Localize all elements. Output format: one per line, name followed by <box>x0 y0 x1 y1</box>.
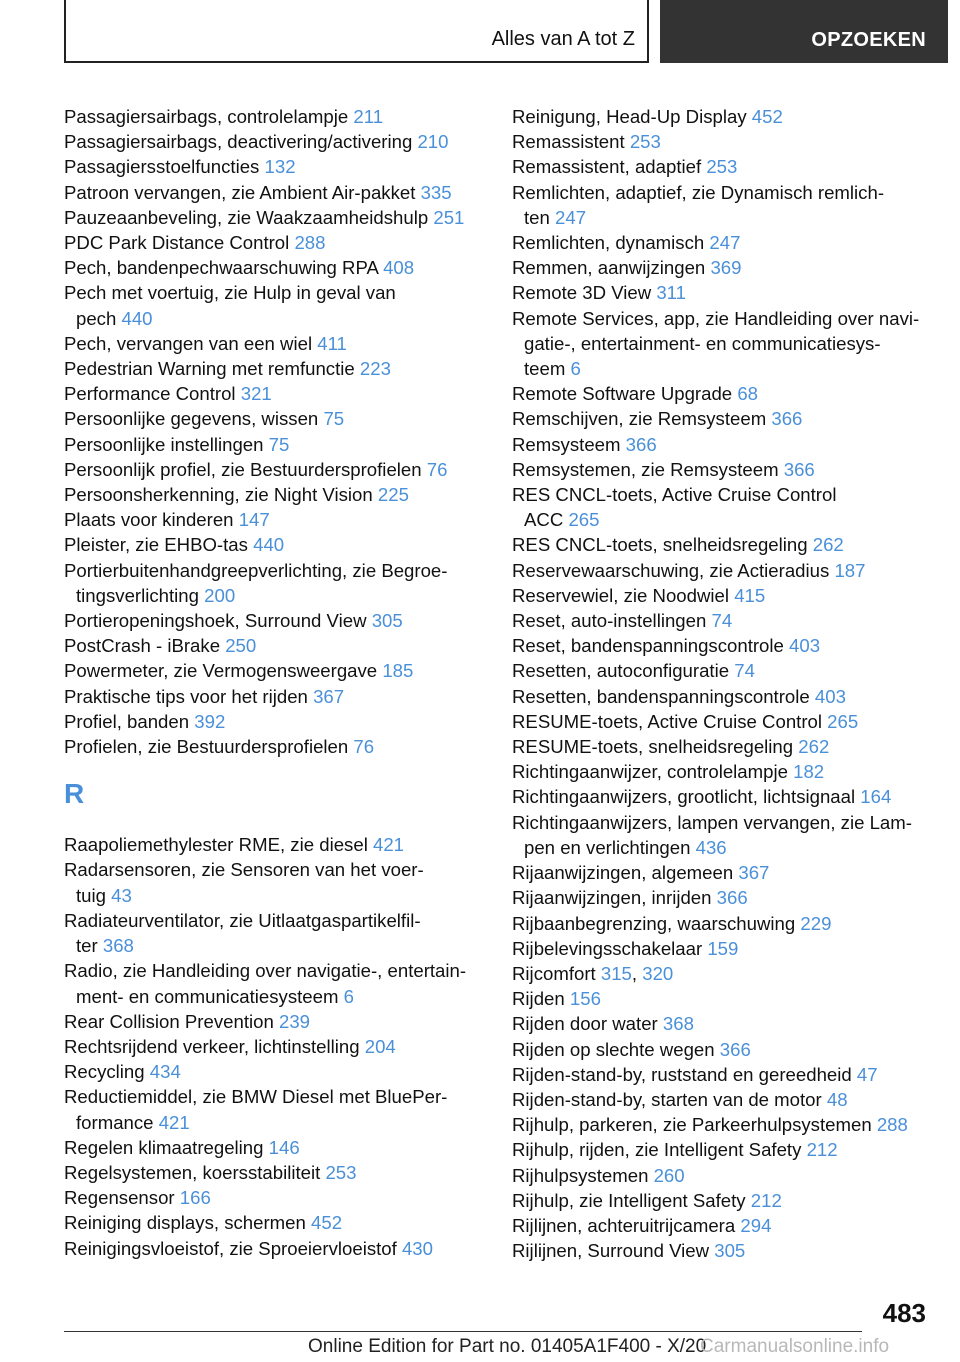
index-entry-text: Reservewaarschuwing, zie Actieradius <box>512 559 830 581</box>
page-reference-link[interactable]: 6 <box>570 358 581 380</box>
index-entry-text: Regelen klimaatregeling <box>64 1136 264 1158</box>
page-reference-link[interactable]: 253 <box>629 131 661 153</box>
index-entry-text: Rijcomfort <box>512 962 596 984</box>
index-entry <box>64 205 484 230</box>
page-reference-link[interactable]: 305 <box>714 1240 746 1262</box>
index-entry-text: Rijbaanbegrenzing, waarschuwing <box>512 912 796 934</box>
index-entry-text: Rijden-stand-by, starten van de motor <box>512 1088 822 1110</box>
page-reference-link[interactable]: 366 <box>625 433 657 455</box>
index-entry-text: Remsysteem <box>512 433 621 455</box>
index-entry-text: Remassistent, adaptief <box>512 156 702 178</box>
index-entry <box>64 331 484 356</box>
index-entry-text: Profielen, zie Bestuurdersprofielen <box>64 736 349 758</box>
page-reference-link[interactable]: 421 <box>373 834 405 856</box>
index-entry-text: Rijbelevingsschakelaar <box>512 937 703 959</box>
footer-edition: Online Edition for Part no. 01405A1F400 - X/20 <box>308 1336 707 1357</box>
index-entry-text: Passagiersstoelfuncties <box>64 156 260 178</box>
index-entry-text: Regensensor <box>64 1187 175 1209</box>
index-entry-text: Passagiersairbags, controlelampje <box>64 106 349 127</box>
page-reference-link[interactable]: 187 <box>834 559 866 581</box>
page-reference-link[interactable]: 223 <box>359 358 391 380</box>
index-entry-text: Reinigung, Head-Up Display <box>512 106 747 127</box>
index-entry <box>64 684 484 709</box>
index-entry <box>64 734 484 759</box>
index-entry <box>512 306 932 382</box>
page-reference-link[interactable]: 164 <box>860 786 892 808</box>
index-entry <box>64 507 484 532</box>
index-entry-text: Remote Software Upgrade <box>512 383 733 405</box>
index-entry-text: Patroon vervangen, zie Ambient Air-pakket <box>64 181 416 203</box>
page-reference-link[interactable]: 76 <box>353 736 375 758</box>
index-entry <box>512 734 932 759</box>
page-reference-link[interactable]: 200 <box>204 584 236 606</box>
page-reference-link[interactable]: 211 <box>353 106 384 127</box>
page-reference-link[interactable]: 368 <box>102 935 134 957</box>
page-reference-link[interactable]: 265 <box>827 710 859 732</box>
index-entry-text: Richtingaanwijzers, lampen vervangen, zie Lam- <box>512 811 912 833</box>
page-reference-link[interactable]: 75 <box>268 433 290 455</box>
index-entry <box>512 633 932 658</box>
index-entry <box>512 104 932 129</box>
index-entry-text: Rijden-stand-by, ruststand en gereedheid <box>512 1063 852 1085</box>
index-entry-text: Portieropeningshoek, Surround View <box>64 610 367 632</box>
index-entry <box>64 154 484 179</box>
index-entry <box>64 1236 484 1261</box>
index-entry-text: Radarsensoren, zie Sensoren van het voer- <box>64 859 424 881</box>
index-column-left <box>64 104 484 1261</box>
index-entry-text: Rijhulp, parkeren, zie Parkeerhulpsystemen <box>512 1114 872 1136</box>
index-entry-text: Richtingaanwijzers, grootlicht, lichtsignaal <box>512 786 856 808</box>
index-entry <box>64 406 484 431</box>
index-entry-text: Remlichten, adaptief, zie Dynamisch remlich- <box>512 181 885 203</box>
page-reference-link[interactable]: 250 <box>225 635 257 657</box>
index-entry <box>64 1084 484 1134</box>
page-reference-link[interactable]: 403 <box>814 685 846 707</box>
index-entry <box>512 280 932 305</box>
page-reference-link[interactable]: 369 <box>710 257 742 279</box>
index-entry <box>64 255 484 280</box>
index-entry <box>64 709 484 734</box>
index-entry-text: Persoonlijke instellingen <box>64 433 264 455</box>
index-entry-text: tingsverlichting <box>76 584 199 606</box>
index-entry-text: Pauzeaanbeveling, zie Waakzaamheidshulp <box>64 206 429 228</box>
index-entry <box>64 1160 484 1185</box>
index-entry <box>64 1185 484 1210</box>
index-entry <box>64 608 484 633</box>
page-reference-link[interactable]: 421 <box>158 1111 190 1133</box>
index-entry <box>512 1137 932 1162</box>
index-entry <box>64 1034 484 1059</box>
page-reference-link[interactable]: 367 <box>738 862 770 884</box>
index-entry: Rijcomfort 315, 320 <box>512 962 674 984</box>
index-entry <box>512 709 932 734</box>
index-entry-text: Persoonsherkenning, zie Night Vision <box>64 484 373 506</box>
page-reference-link[interactable]: 452 <box>751 106 783 127</box>
index-entry-text: ter <box>76 935 98 957</box>
page-reference-link[interactable]: 47 <box>856 1063 878 1085</box>
index-entry-text: Remlichten, dynamisch <box>512 232 705 254</box>
page-reference-link[interactable]: 408 <box>383 257 415 279</box>
page-reference-link[interactable]: 239 <box>278 1010 311 1032</box>
index-entry <box>64 832 484 857</box>
index-entry <box>512 1087 932 1112</box>
index-entry <box>512 154 932 179</box>
index-entry <box>512 759 932 784</box>
index-column-right <box>512 104 932 1263</box>
index-entry <box>64 658 484 683</box>
index-entry-text: Reiniging displays, schermen <box>64 1212 306 1234</box>
index-entry-text: Persoonlijke gegevens, wissen <box>64 408 319 430</box>
index-entry-text: Plaats voor kinderen <box>64 509 234 531</box>
page-reference-link[interactable]: 74 <box>734 660 755 682</box>
page-reference-link[interactable]: 366 <box>719 1038 751 1060</box>
index-entry <box>512 1037 932 1062</box>
index-entry-text: Remschijven, zie Remsysteem <box>512 408 767 430</box>
page-reference-link[interactable]: 247 <box>709 232 741 254</box>
index-entry-text: RES CNCL-toets, Active Cruise Control <box>512 484 837 506</box>
index-entry <box>512 1188 932 1213</box>
index-entry-text: Persoonlijk profiel, zie Bestuurdersprofielen <box>64 458 422 480</box>
index-entry <box>512 1112 932 1137</box>
index-entry <box>64 558 484 608</box>
index-entry-text: pen en verlichtingen <box>524 836 691 858</box>
page-reference-link[interactable]: 403 <box>789 635 821 657</box>
index-entry-text: Reset, bandenspanningscontrole <box>512 635 784 657</box>
page-reference-link[interactable]: 311 <box>656 282 686 304</box>
index-entry-text: formance <box>76 1111 154 1133</box>
page-reference-link[interactable]: 288 <box>876 1114 908 1136</box>
section-letter: R <box>64 778 85 810</box>
index-entry-text: Resetten, autoconfiguratie <box>512 660 730 682</box>
index-entry <box>64 482 484 507</box>
index-entry <box>64 1135 484 1160</box>
tab-opzoeken-label: OPZOEKEN <box>811 29 926 51</box>
index-entry <box>512 1163 932 1188</box>
index-entry <box>512 129 932 154</box>
page-reference-link[interactable]: 415 <box>734 584 766 606</box>
page-reference-link[interactable]: 146 <box>268 1136 300 1158</box>
page-reference-link[interactable]: 74 <box>711 610 733 632</box>
index-entry-text: Praktische tips voor het rijden <box>64 685 308 707</box>
header-title-box <box>64 0 649 63</box>
index-entry <box>512 558 932 583</box>
index-entry-text: Rechtsrijdend verkeer, lichtinstelling <box>64 1035 360 1057</box>
page-reference-link[interactable]: 260 <box>653 1164 685 1186</box>
page-reference-link[interactable]: 321 <box>240 383 272 405</box>
page-reference-link[interactable]: 185 <box>382 660 414 682</box>
page-reference-link[interactable]: 305 <box>371 610 403 632</box>
index-entry-text: Performance Control <box>64 383 236 405</box>
index-entry <box>64 1210 484 1235</box>
index-entry <box>512 860 932 885</box>
index-entry-text: Rijden door water <box>512 1013 658 1035</box>
index-entry-text: Radio, zie Handleiding over navigatie-, entertain- <box>64 960 467 982</box>
index-entry <box>512 532 932 557</box>
page-reference-link[interactable]: 335 <box>420 181 452 203</box>
page-reference-link[interactable]: 48 <box>826 1088 848 1110</box>
index-entry <box>64 958 484 1008</box>
page-reference-link[interactable]: 166 <box>179 1187 211 1209</box>
index-entry-text: Portierbuitenhandgreepverlichting, zie Begroe- <box>64 559 448 581</box>
index-entry-text: Raapoliemethylester RME, zie diesel <box>64 834 368 856</box>
index-entry-text: gatie-, entertainment- en communicatiesys- <box>524 332 881 354</box>
index-entry-text: Remote 3D View <box>512 282 652 304</box>
index-entry-text: RESUME-toets, snelheidsregeling <box>512 736 794 758</box>
index-entry <box>64 857 484 907</box>
page-reference-link[interactable]: 440 <box>121 307 153 329</box>
index-entry-text: Pech met voertuig, zie Hulp in geval van <box>64 282 396 304</box>
index-entry <box>64 129 484 154</box>
index-entry <box>512 583 932 608</box>
index-entry-text: Reset, auto-instellingen <box>512 610 707 632</box>
page-reference-link[interactable]: 75 <box>323 408 345 430</box>
index-entry-text: Remsystemen, zie Remsysteem <box>512 458 779 480</box>
index-entry <box>64 908 484 958</box>
index-entry-text: ACC <box>524 509 564 531</box>
page-reference-link[interactable]: 247 <box>555 206 587 228</box>
index-entry-text: Rijhulp, zie Intelligent Safety <box>512 1189 746 1211</box>
page-reference-link[interactable]: 294 <box>740 1214 772 1236</box>
index-entry-text: Recycling <box>64 1061 145 1083</box>
footer-divider <box>64 1331 862 1332</box>
page-reference-link[interactable]: 367 <box>313 685 345 707</box>
page-reference-link[interactable]: 156 <box>569 988 601 1010</box>
index-entry-text: Rijden <box>512 988 565 1010</box>
index-entry-text: Regelsystemen, koersstabiliteit <box>64 1161 321 1183</box>
page-reference-link[interactable]: 212 <box>750 1189 782 1211</box>
index-entry <box>64 532 484 557</box>
tab-opzoeken[interactable] <box>660 0 948 63</box>
page-reference-link[interactable]: 392 <box>194 710 226 732</box>
page-reference-link[interactable]: 6 <box>343 985 354 1007</box>
index-entry <box>512 784 932 809</box>
index-entry <box>512 986 932 1011</box>
page-reference-link[interactable]: 434 <box>149 1061 181 1083</box>
index-entry-text: PDC Park Distance Control <box>64 232 290 254</box>
index-entry-text: Pech, bandenpechwaarschuwing RPA <box>64 257 378 279</box>
page-reference-link[interactable]: 147 <box>238 509 270 531</box>
index-entry-text: Pedestrian Warning met remfunctie <box>64 358 355 380</box>
index-entry-text: Richtingaanwijzer, controlelampje <box>512 761 788 783</box>
page-reference-link[interactable]: 68 <box>737 383 758 405</box>
index-entry <box>512 658 932 683</box>
page-number: 483 <box>882 1298 926 1328</box>
page-reference-link[interactable]: 440 <box>253 534 285 556</box>
page-reference-link[interactable]: 251 <box>433 206 465 228</box>
page-reference-link[interactable]: 229 <box>800 912 832 934</box>
footer-brand-watermark: Carmanualsonline.info <box>700 1336 890 1357</box>
index-entry-text: Rear Collision Prevention <box>64 1010 274 1032</box>
index-entry <box>64 1059 484 1084</box>
index-entry-text: Pech, vervangen van een wiel <box>64 332 313 354</box>
index-entry <box>64 104 484 129</box>
index-entry-text: RESUME-toets, Active Cruise Control <box>512 710 822 732</box>
page-reference-link[interactable]: 43 <box>111 884 132 906</box>
page-reference-link[interactable]: 210 <box>417 131 449 153</box>
index-entry-text: Radiateurventilator, zie Uitlaatgaspartikelfil- <box>64 909 421 931</box>
index-entry <box>512 381 932 406</box>
page-reference-link[interactable]: 225 <box>377 484 409 506</box>
page-reference-link[interactable]: 366 <box>771 408 803 430</box>
index-entry <box>64 356 484 381</box>
index-entry-text: ment- en communicatiesysteem <box>76 985 339 1007</box>
index-entry-text: Passagiersairbags, deactivering/activering <box>64 131 413 153</box>
index-entry-text: Remote Services, app, zie Handleiding over navi- <box>512 307 920 329</box>
index-entry <box>512 885 932 910</box>
page-reference-link[interactable]: 430 <box>401 1237 433 1259</box>
page-reference-link[interactable]: 253 <box>325 1161 357 1183</box>
index-entry-text: Rijden op slechte wegen <box>512 1038 715 1060</box>
index-entry <box>512 482 932 532</box>
index-entry-text: RES CNCL-toets, snelheidsregeling <box>512 534 808 556</box>
index-entry <box>512 810 932 860</box>
index-entry-text: Rijlijnen, achteruitrijcamera <box>512 1214 736 1236</box>
index-entry <box>64 1009 484 1034</box>
index-entry-text: PostCrash - iBrake <box>64 635 221 657</box>
index-entry-text: Rijhulp, rijden, zie Intelligent Safety <box>512 1139 802 1161</box>
page-reference-link[interactable]: 320 <box>642 962 674 984</box>
page-reference-link[interactable]: 253 <box>706 156 738 178</box>
index-entry-text: Reinigingsvloeistof, zie Sproeiervloeistof <box>64 1237 397 1259</box>
index-entry <box>512 230 932 255</box>
page-reference-link[interactable]: 366 <box>783 458 815 480</box>
index-entry <box>512 936 932 961</box>
index-entry-text: Remmen, aanwijzingen <box>512 257 706 279</box>
page-reference-link[interactable]: 411 <box>317 332 347 354</box>
page-reference-link[interactable]: 265 <box>568 509 600 531</box>
index-entry-text: Pleister, zie EHBO-tas <box>64 534 248 556</box>
index-entry <box>64 432 484 457</box>
index-entry-text: Remassistent <box>512 131 625 153</box>
index-entry-text: pech <box>76 307 117 329</box>
page-reference-link[interactable]: 315 <box>600 962 632 984</box>
page-reference-link[interactable]: 436 <box>695 836 727 858</box>
index-entry <box>512 608 932 633</box>
index-entry-text: Reservewiel, zie Noodwiel <box>512 584 730 606</box>
page-reference-link[interactable]: 76 <box>426 458 448 480</box>
index-entry-text: Rijaanwijzingen, algemeen <box>512 862 734 884</box>
page-reference-link[interactable]: 262 <box>798 736 830 758</box>
index-entry-text: Reductiemiddel, zie BMW Diesel met BluePer- <box>64 1086 448 1108</box>
index-entry <box>64 457 484 482</box>
page-reference-link[interactable]: 288 <box>294 232 326 254</box>
page-reference-link[interactable]: 159 <box>707 937 739 959</box>
index-entry <box>64 280 484 330</box>
page-reference-link[interactable]: 182 <box>793 761 825 783</box>
page-reference-link[interactable]: 132 <box>264 156 296 178</box>
index-entry <box>512 255 932 280</box>
index-entry-text: Rijhulpsystemen <box>512 1164 649 1186</box>
index-entry-text: Rijlijnen, Surround View <box>512 1240 710 1262</box>
index-entry <box>512 406 932 431</box>
index-entry <box>512 684 932 709</box>
index-entry <box>512 432 932 457</box>
index-entry <box>512 180 932 230</box>
index-entry-text: Profiel, banden <box>64 710 190 732</box>
index-entry <box>64 180 484 205</box>
index-entry <box>64 230 484 255</box>
index-entry <box>64 381 484 406</box>
page-reference-link[interactable]: 204 <box>364 1035 396 1057</box>
page-reference-link[interactable]: 262 <box>812 534 844 556</box>
index-entry <box>512 1062 932 1087</box>
index-entry-text: teem <box>524 358 566 380</box>
section-title: Alles van A tot Z <box>491 28 635 50</box>
index-entry-text: Powermeter, zie Vermogensweergave <box>64 660 378 682</box>
index-entry-text: Resetten, bandenspanningscontrole <box>512 685 810 707</box>
index-entry <box>64 633 484 658</box>
index-entry-text: ten <box>524 206 550 228</box>
index-entry-text: Rijaanwijzingen, inrijden <box>512 887 712 909</box>
index-entry <box>512 1213 932 1238</box>
index-entry <box>512 1238 932 1263</box>
page-reference-link[interactable]: 368 <box>662 1013 694 1035</box>
index-entry <box>512 911 932 936</box>
page-reference-link[interactable]: 366 <box>716 887 748 909</box>
page-reference-link[interactable]: 212 <box>806 1139 838 1161</box>
index-entry-text: tuig <box>76 884 106 906</box>
index-entry <box>512 1011 932 1036</box>
page-reference-link[interactable]: 452 <box>311 1212 343 1234</box>
index-entry <box>512 457 932 482</box>
